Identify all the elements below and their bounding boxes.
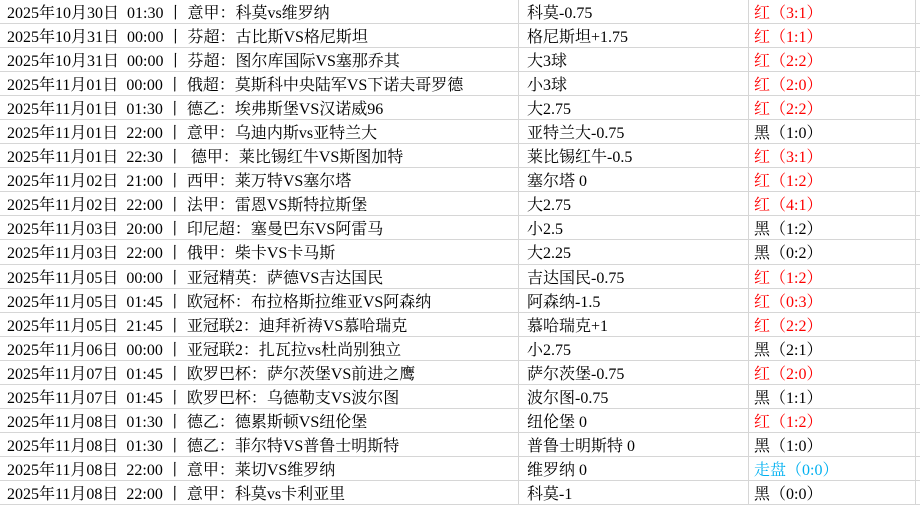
table-row (0, 24, 920, 48)
table-row (0, 192, 920, 216)
result-cell: 黑（1:1） (749, 385, 916, 408)
result-cell: 红（2:2） (749, 313, 916, 336)
result-cell: 红（1:1） (749, 24, 916, 47)
handicap-cell: 大2.75 (519, 192, 749, 215)
result-cell: 黑（1:2） (749, 216, 916, 239)
row-right-margin (916, 192, 920, 215)
table-row (0, 313, 920, 337)
match-info-cell: 2025年11月01日 01:30 丨 德乙：埃弗斯堡VS汉诺威96 (0, 96, 519, 119)
table-row (0, 457, 920, 481)
row-right-margin (916, 361, 920, 384)
result-cell: 黑（0:2） (749, 240, 916, 263)
handicap-cell: 大3球 (519, 48, 749, 71)
result-cell: 红（1:2） (749, 409, 916, 432)
handicap-cell: 莱比锡红牛-0.5 (519, 144, 749, 167)
row-right-margin (916, 24, 920, 47)
table-row (0, 433, 920, 457)
result-cell: 红（0:3） (749, 289, 916, 312)
row-right-margin (916, 120, 920, 143)
table-row (0, 265, 920, 289)
handicap-cell: 小2.5 (519, 216, 749, 239)
row-right-margin (916, 265, 920, 288)
handicap-cell: 科莫-1 (519, 481, 749, 504)
row-right-margin (916, 96, 920, 119)
handicap-cell: 塞尔塔 0 (519, 168, 749, 191)
match-info-cell: 2025年11月02日 22:00 丨 法甲：雷恩VS斯特拉斯堡 (0, 192, 519, 215)
handicap-cell: 大2.75 (519, 96, 749, 119)
table-row (0, 409, 920, 433)
handicap-cell: 阿森纳-1.5 (519, 289, 749, 312)
table-row (0, 96, 920, 120)
row-right-margin (916, 385, 920, 408)
row-right-margin (916, 216, 920, 239)
match-info-cell: 2025年10月31日 00:00 丨 芬超：古比斯VS格尼斯坦 (0, 24, 519, 47)
result-cell: 红（3:1） (749, 144, 916, 167)
match-info-cell: 2025年11月01日 22:00 丨 意甲：乌迪内斯vs亚特兰大 (0, 120, 519, 143)
match-info-cell: 2025年11月05日 21:45 丨 亚冠联2：迪拜祈祷VS慕哈瑞克 (0, 313, 519, 336)
result-cell: 走盘（0:0） (749, 457, 916, 480)
result-cell: 黑（0:0） (749, 481, 916, 504)
match-info-cell: 2025年11月06日 00:00 丨 亚冠联2：扎瓦拉vs杜尚别独立 (0, 337, 519, 360)
match-info-cell: 2025年11月02日 21:00 丨 西甲：莱万特VS塞尔塔 (0, 168, 519, 191)
table-row (0, 385, 920, 409)
match-info-cell: 2025年11月07日 01:45 丨 欧罗巴杯：乌德勒支VS波尔图 (0, 385, 519, 408)
result-cell: 黑（1:0） (749, 120, 916, 143)
match-info-cell: 2025年11月01日 00:00 丨 俄超：莫斯科中央陆军VS下诺夫哥罗德 (0, 72, 519, 95)
match-info-cell: 2025年11月08日 22:00 丨 意甲：科莫vs卡利亚里 (0, 481, 519, 504)
handicap-cell: 波尔图-0.75 (519, 385, 749, 408)
row-right-margin (916, 337, 920, 360)
result-cell: 红（2:2） (749, 48, 916, 71)
table-row (0, 481, 920, 505)
result-cell: 红（2:2） (749, 96, 916, 119)
result-cell: 红（3:1） (749, 0, 916, 23)
result-cell: 红（1:2） (749, 168, 916, 191)
match-info-cell: 2025年11月07日 01:45 丨 欧罗巴杯：萨尔茨堡VS前进之鹰 (0, 361, 519, 384)
row-right-margin (916, 289, 920, 312)
row-right-margin (916, 457, 920, 480)
handicap-cell: 萨尔茨堡-0.75 (519, 361, 749, 384)
handicap-cell: 纽伦堡 0 (519, 409, 749, 432)
table-row (0, 144, 920, 168)
handicap-cell: 格尼斯坦+1.75 (519, 24, 749, 47)
row-right-margin (916, 72, 920, 95)
row-right-margin (916, 313, 920, 336)
handicap-cell: 小2.75 (519, 337, 749, 360)
row-right-margin (916, 168, 920, 191)
row-right-margin (916, 240, 920, 263)
handicap-cell: 小3球 (519, 72, 749, 95)
table-row (0, 120, 920, 144)
table-row (0, 337, 920, 361)
table-row (0, 289, 920, 313)
table-row (0, 240, 920, 264)
result-cell: 红（2:0） (749, 361, 916, 384)
table-row (0, 72, 920, 96)
handicap-cell: 科莫-0.75 (519, 0, 749, 23)
match-info-cell: 2025年10月30日 01:30 丨 意甲：科莫vs维罗纳 (0, 0, 519, 23)
row-right-margin (916, 144, 920, 167)
match-info-cell: 2025年11月08日 01:30 丨 德乙：菲尔特VS普鲁士明斯特 (0, 433, 519, 456)
handicap-cell: 慕哈瑞克+1 (519, 313, 749, 336)
handicap-cell: 吉达国民-0.75 (519, 265, 749, 288)
match-info-cell: 2025年11月03日 20:00 丨 印尼超：塞曼巴东VS阿雷马 (0, 216, 519, 239)
match-info-cell: 2025年11月08日 22:00 丨 意甲：莱切VS维罗纳 (0, 457, 519, 480)
handicap-cell: 普鲁士明斯特 0 (519, 433, 749, 456)
row-right-margin (916, 0, 920, 23)
row-right-margin (916, 481, 920, 504)
row-right-margin (916, 409, 920, 432)
row-right-margin (916, 433, 920, 456)
result-cell: 黑（1:0） (749, 433, 916, 456)
row-right-margin (916, 48, 920, 71)
table-row (0, 48, 920, 72)
match-info-cell: 2025年11月01日 22:30 丨 德甲：莱比锡红牛VS斯图加特 (0, 144, 519, 167)
result-cell: 红（1:2） (749, 265, 916, 288)
result-cell: 红（4:1） (749, 192, 916, 215)
match-info-cell: 2025年10月31日 00:00 丨 芬超：图尔库国际VS塞那乔其 (0, 48, 519, 71)
match-info-cell: 2025年11月05日 01:45 丨 欧冠杯：布拉格斯拉维亚VS阿森纳 (0, 289, 519, 312)
result-cell: 黑（2:1） (749, 337, 916, 360)
table-row (0, 168, 920, 192)
result-cell: 红（2:0） (749, 72, 916, 95)
table-row (0, 0, 920, 24)
table-row (0, 361, 920, 385)
handicap-cell: 维罗纳 0 (519, 457, 749, 480)
match-info-cell: 2025年11月05日 00:00 丨 亚冠精英：萨德VS吉达国民 (0, 265, 519, 288)
match-info-cell: 2025年11月03日 22:00 丨 俄甲：柴卡VS卡马斯 (0, 240, 519, 263)
match-info-cell: 2025年11月08日 01:30 丨 德乙：德累斯顿VS纽伦堡 (0, 409, 519, 432)
table-row (0, 216, 920, 240)
handicap-cell: 亚特兰大-0.75 (519, 120, 749, 143)
handicap-cell: 大2.25 (519, 240, 749, 263)
